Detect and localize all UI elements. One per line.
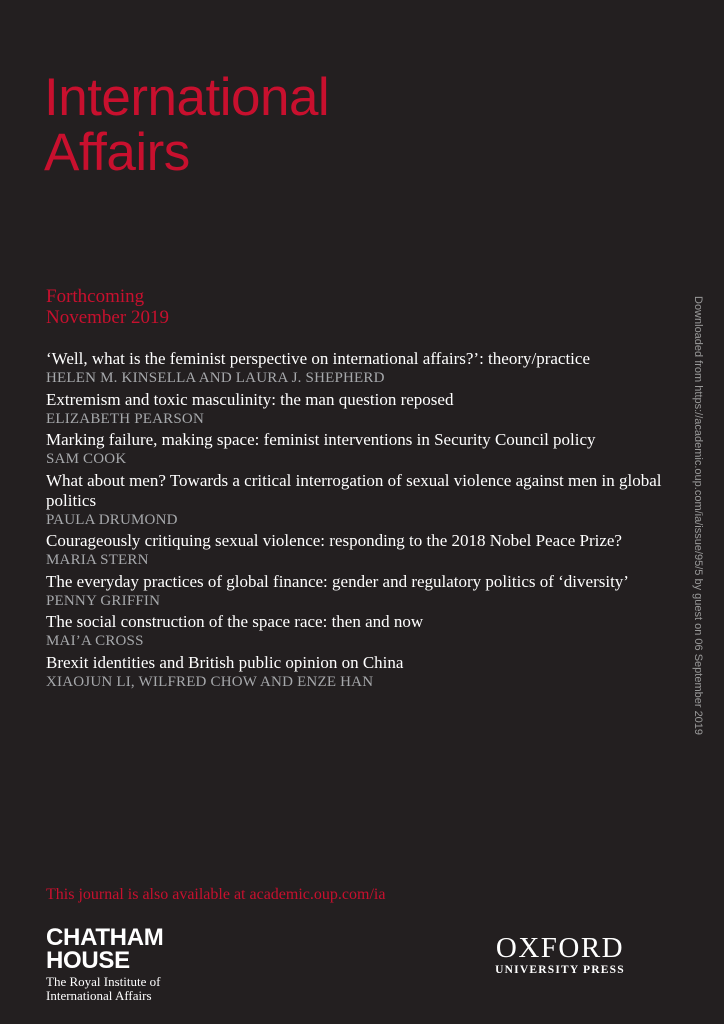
chatham-line: CHATHAM (46, 924, 164, 951)
article-authors: MAI’A CROSS (46, 633, 144, 649)
chatham-sub-line2: International Affairs (46, 988, 152, 1003)
article-authors: HELEN M. KINSELLA AND LAURA J. SHEPHERD (46, 370, 385, 386)
download-watermark-text: Downloaded from https://academic.oup.com/ia/issue/95/5 by guest on 06 September 2019 (692, 296, 704, 736)
article-item (46, 653, 676, 693)
download-watermark (689, 296, 707, 766)
article-item (46, 612, 676, 652)
article-title: The everyday practices of global finance: gender and regulatory politics of ‘diversity’ (46, 571, 629, 591)
article-item (46, 430, 676, 470)
article-authors: PAULA DRUMOND (46, 511, 178, 528)
article-item (46, 390, 676, 430)
issue-heading (46, 286, 169, 328)
house-line: HOUSE (46, 947, 130, 974)
article-authors: MARIA STERN (46, 552, 149, 568)
article-authors: SAM COOK (46, 451, 127, 467)
journal-title-line2: Affairs (44, 123, 190, 182)
availability-note: This journal is also available at academic.oup.com/ia (46, 886, 386, 903)
chatham-sub-line1: The Royal Institute of (46, 974, 161, 989)
article-item (46, 572, 676, 612)
article-authors: PENNY GRIFFIN (46, 592, 161, 609)
oup-logo (488, 933, 632, 977)
article-title: Courageously critiquing sexual violence: responding to the 2018 Nobel Peace Prize? (46, 531, 622, 550)
oup-subtitle: UNIVERSITY PRESS (495, 964, 625, 976)
chatham-house-logo (46, 926, 163, 1003)
article-title: What about men? Towards a critical interrogation of sexual violence against men in global politics (46, 470, 662, 510)
contents-list (46, 349, 676, 693)
article-item (46, 471, 676, 531)
article-title: The social construction of the space race: then and now (46, 612, 424, 631)
article-title: Marking failure, making space: feminist interventions in Security Council policy (46, 430, 596, 449)
article-item (46, 349, 676, 389)
article-title: Brexit identities and British public opinion on China (46, 652, 404, 672)
article-title: ‘Well, what is the feminist perspective on international affairs?’: theory/practice (46, 349, 590, 368)
article-authors: ELIZABETH PEARSON (46, 410, 204, 427)
article-authors: XIAOJUN LI, WILFRED CHOW AND ENZE HAN (46, 673, 374, 690)
article-item (46, 531, 676, 571)
chatham-house-subtitle (46, 975, 163, 1003)
issue-date: November 2019 (46, 307, 169, 328)
journal-title-line1: International (44, 68, 330, 127)
chatham-house-wordmark (46, 926, 163, 972)
issue-label: Forthcoming (46, 286, 145, 307)
article-title: Extremism and toxic masculinity: the man question reposed (46, 389, 454, 409)
journal-title (44, 70, 329, 180)
oup-wordmark: OXFORD (495, 932, 625, 964)
